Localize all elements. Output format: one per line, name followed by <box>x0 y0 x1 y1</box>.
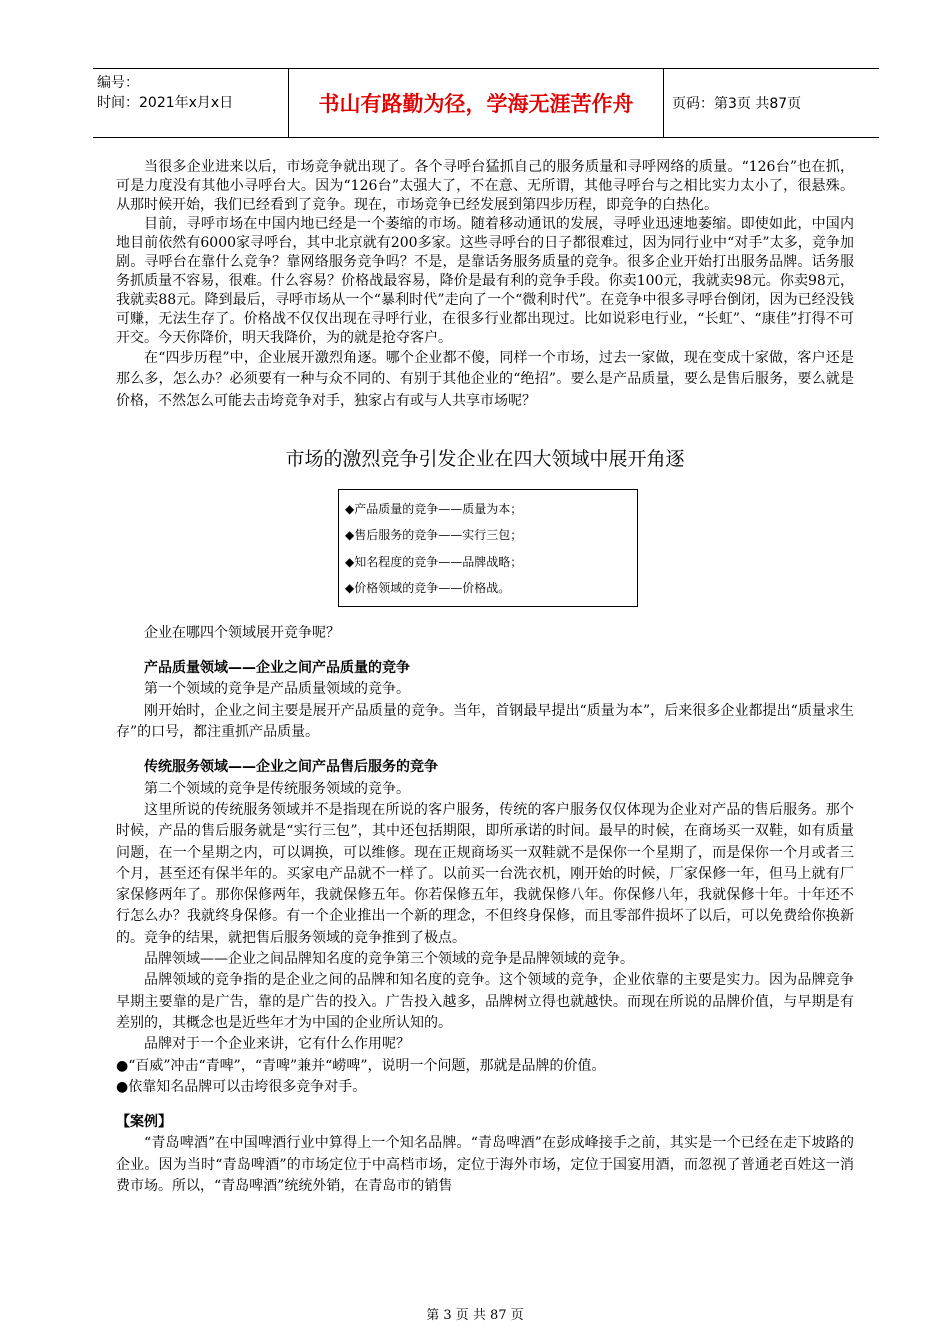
case-label: 【案例】 <box>116 1114 172 1131</box>
paragraph: 第二个领域的竞争是传统服务领域的竞争。 <box>144 780 410 797</box>
paragraph: “青岛啤酒”在中国啤酒行业中算得上一个知名品牌。“青岛啤酒”在彭成峰接手之前，其实是一个已经在走下坡路的企业。因为当时“青岛啤酒”的市场定位于中高档市场，定位于海外市场，定位于国宴用酒，而忽视了普通老百姓这一消费市场。所以，“青岛啤酒”统统外销，在青岛市的销售 <box>116 1135 854 1195</box>
service-heading: 传统服务领域——企业之间产品售后服务的竞争 <box>144 759 438 776</box>
bullet-item: ●依靠知名品牌可以击垮很多竞争对手。 <box>116 1078 367 1095</box>
paragraph: 第一个领域的竞争是产品质量领域的竞争。 <box>144 681 410 698</box>
paragraph: 品牌领域——企业之间品牌知名度的竞争第三个领域的竞争是品牌领域的竞争。 <box>144 951 634 968</box>
header-motto: 书山有路勤为径，学海无涯苦作舟 <box>289 69 664 137</box>
summary-item: ◆售后服务的竞争——实行三包； <box>345 528 523 543</box>
quality-heading: 产品质量领域——企业之间产品质量的竞争 <box>144 660 410 677</box>
paragraph: 这里所说的传统服务领域并不是指现在所说的客户服务，传统的客户服务仅仅体现为企业对产品的售后服务。那个时候，产品的售后服务就是“实行三包”，其中还包括期限，即所承诺的时间。最早的时候，在商场买一双鞋，如有质量问题，在一个星期之内，可以调换，可以维修。现在正规商场买一双鞋就不是保你一个星期了，而是保你一个月或者三个月，甚至还有保半年的。买家电产品就不一样了。以前买一台洗衣机，刚开始的时候，厂家保修一年，但马上就有厂家保修两年了。那你保修两年，我就保修五年。你若保修五年，我就保修八年。你保修八年，我就保修十年。十年还不行怎么办？我就终身保修。有一个企业推出一个新的理念，不但终身保修，而且零部件损坏了以后，可以免费给你换新的。竞争的结果，就把售后服务领域的竞争推到了极点。 <box>116 801 854 946</box>
summary-item: ◆价格领域的竞争——价格战。 <box>345 581 511 596</box>
paragraph: 当很多企业进来以后，市场竞争就出现了。各个寻呼台猛抓自己的服务质量和寻呼网络的质量。“126台”也在抓，可是力度没有其他小寻呼台大。因为“126台”太强大了，不在意、无所谓，其他寻呼台与之相比实力太小了，很悬殊。从那时候开始，我们已经看到了竞争。现在，市场竞争已经发展到第四步历程，即竞争的白热化。 <box>116 159 854 213</box>
document-time-label: 时间：2021年x月x日 <box>97 95 234 111</box>
paragraph: 品牌对于一个企业来讲，它有什么作用呢？ <box>144 1036 410 1053</box>
paragraph: 在“四步历程”中，企业展开激烈角逐。哪个企业都不傻，同样一个市场，过去一家做，现在变成十家做，客户还是那么多，怎么办？必须要有一种与众不同的、有别于其他企业的“绝招”。要么是产品质量，要么是售后服务，要么就是价格，不然怎么可能去击垮竞争对手，独家占有或与人共享市场呢？ <box>116 350 854 409</box>
page-footer: 第 3 页 共 87 页 <box>426 1308 524 1323</box>
paragraph: 刚开始时，企业之间主要是展开产品质量的竞争。当年，首钢最早提出“质量为本”，后来很多企业都提出“质量求生存”的口号，都注重抓产品质量。 <box>116 702 854 741</box>
question-paragraph: 企业在哪四个领域展开竞争呢？ <box>144 624 340 641</box>
summary-item: ◆产品质量的竞争——质量为本； <box>345 501 523 516</box>
summary-item: ◆知名程度的竞争——品牌战略； <box>345 554 523 569</box>
paragraph: 品牌领域的竞争指的是企业之间的品牌和知名度的竞争。这个领域的竞争，企业依靠的主要是实力。因为品牌竞争早期主要靠的是广告，靠的是广告的投入。广告投入越多，品牌树立得也就越快。而现在所说的品牌价值，与早期是有差别的，其概念也是近些年才为中国的企业所认知的。 <box>116 972 854 1031</box>
header-meta <box>93 69 289 137</box>
bullet-item: ●“百威”冲击“青啤”，“青啤”兼并“崂啤”，说明一个问题，那就是品牌的价值。 <box>116 1057 606 1074</box>
section-title: 市场的激烈竞争引发企业在四大领域中展开角逐 <box>285 447 685 470</box>
header-table <box>93 68 879 138</box>
summary-box <box>338 489 638 607</box>
document-body <box>116 158 854 1197</box>
paragraph: 目前，寻呼市场在中国内地已经是一个萎缩的市场。随着移动通讯的发展，寻呼业迅速地萎缩。即使如此，中国内地目前依然有6000家寻呼台，其中北京就有200多家。这些寻呼台的日子都很难过，因为同行业中“对手”太多，竞争加剧。寻呼台在靠什么竞争？靠网络服务竞争吗？不是，是靠话务服务质量的竞争。很多企业开始打出服务品牌。话务服务抓质量不容易，很难。什么容易？价格战最容易，降价是最有利的竞争手段。你卖100元，我就卖98元。你卖98元，我就卖88元。降到最后，寻呼市场从一个“暴利时代”走向了一个“微利时代”。在竞争中很多寻呼台倒闭，因为已经没钱可赚，无法生存了。价格战不仅仅出现在寻呼行业，在很多行业都出现过。比如说彩电行业，“长虹”、“康佳”打得不可开交。今天你降价，明天我降价，为的就是抢夺客户。 <box>116 216 854 346</box>
document-number-label: 编号： <box>97 75 139 91</box>
header-page-number: 页码：第3页 共87页 <box>672 96 802 112</box>
